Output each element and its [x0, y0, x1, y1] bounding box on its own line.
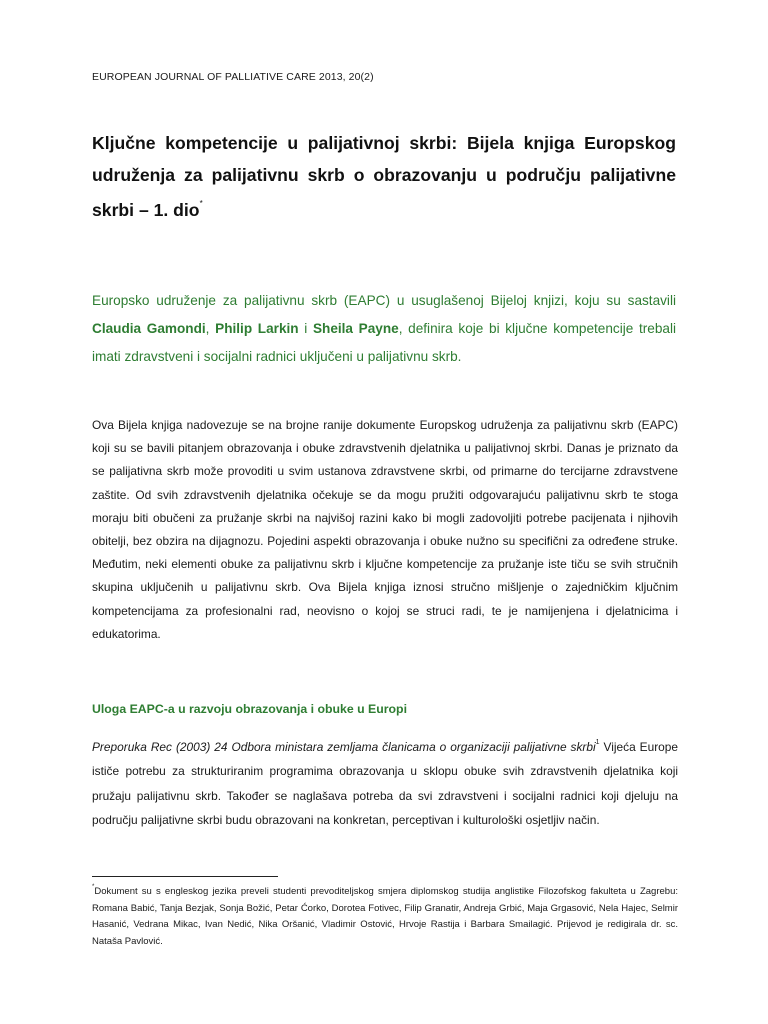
title-footnote-marker: * [199, 199, 203, 208]
footnote [92, 881, 678, 950]
intro-separator: i [298, 321, 313, 336]
intro-text-1: Europsko udruženje za palijativnu skrb (EAPC) u usuglašenoj Bijeloj knjizi, koju su sastavili [92, 293, 676, 308]
section-paragraph [92, 733, 678, 833]
footnote-marker: * [92, 884, 95, 890]
author-name: Claudia Gamondi [92, 321, 206, 336]
author-name: Sheila Payne [312, 321, 399, 336]
article-title-text: Ključne kompetencije u palijativnoj skrbi: Bijela knjiga Europskog udruženja za palijativnu skrb o obrazovanju u području palijativne skrbi – 1. dio [92, 133, 676, 220]
intro-paragraph [92, 287, 676, 371]
footnote-reference: 1 [595, 739, 600, 746]
section-text: Vijeća Europe ističe potrebu za strukturiranim programima obrazovanja u sklopu obuke svih zdravstvenih djelatnika koji pružaju palijativnu skrb. Također se naglašava potreba da svi zdravstveni i socijalni radnici koji djeluju na području palijativne skrbi budu obrazovani na konkretan, perceptivan i kulturološki osjetljiv način. [92, 739, 678, 828]
journal-header: EUROPEAN JOURNAL OF PALLIATIVE CARE 2013, 20(2) [92, 71, 374, 83]
footnote-divider [92, 876, 278, 877]
cited-recommendation: Preporuka Rec (2003) 24 Odbora ministara zemljama članicama o organizaciji palijativne skrbi [92, 739, 596, 754]
section-heading: Uloga EAPC-a u razvoju obrazovanja i obuke u Europi [92, 702, 407, 716]
body-paragraph: Ova Bijela knjiga nadovezuje se na brojne ranije dokumente Europskog udruženja za palijativnu skrb (EAPC) koji su se bavili pitanjem obrazovanja i obuke zdravstvenih djelatnika u palijativnoj skrbi. Danas je priznato da se palijativna skrb može provoditi u svim ustanova zdravstvene skrbi, od primarne do tercijarne zdravstvene zaštite. Od svih zdravstvenih djelatnika očekuje se da mogu pružiti odgovarajuću palijativnu skrb te stoga moraju biti obučeni za pružanje skrbi na najvišoj razini kako bi mogli zadovoljiti potrebe pacijenata i njihovih obitelji, bez obzira na dijagnozu. Pojedini aspekti obrazovanja i obuke nužno su specifični za određene struke. Međutim, neki elementi obuke za palijativnu skrb i ključne kompetencije za pružanje iste tiču se svih stručnih skupina uključenih u palijativnu skrb. Ova Bijela knjiga iznosi stručno mišljenje o zajedničkim ključnim kompetencijama za profesionalni rad, neovisno o kojoj se struci radi, te je namijenjena i djelatnicima i edukatorima. [92, 418, 678, 641]
author-name: Philip Larkin [215, 321, 299, 336]
article-title [92, 128, 676, 226]
footnote-text: Dokument su s engleskog jezika preveli studenti prevoditeljskog smjera diplomskog studija anglistike Filozofskog fakulteta u Zagrebu: Romana Babić, Tanja Bezjak, Sonja Božić, Petar Ćorko, Dorotea Fotivec, Filip Granatir, Andreja Grbić, Maja Grgasović, Nela Hajec, Selmir Hasanić, Vedrana Mikac, Ivan Nedić, Nika Oršanić, Vladimir Ostović, Hrvoje Rastija i Barbara Smailagić. Prijevod je redigirala dr. sc. Nataša Pavlović. [92, 886, 678, 947]
intro-text-2: , definira koje bi ključne kompetencije trebali imati zdravstveni i socijalni radnici uključeni u palijativnu skrb. [92, 321, 677, 364]
intro-separator: , [205, 321, 216, 336]
